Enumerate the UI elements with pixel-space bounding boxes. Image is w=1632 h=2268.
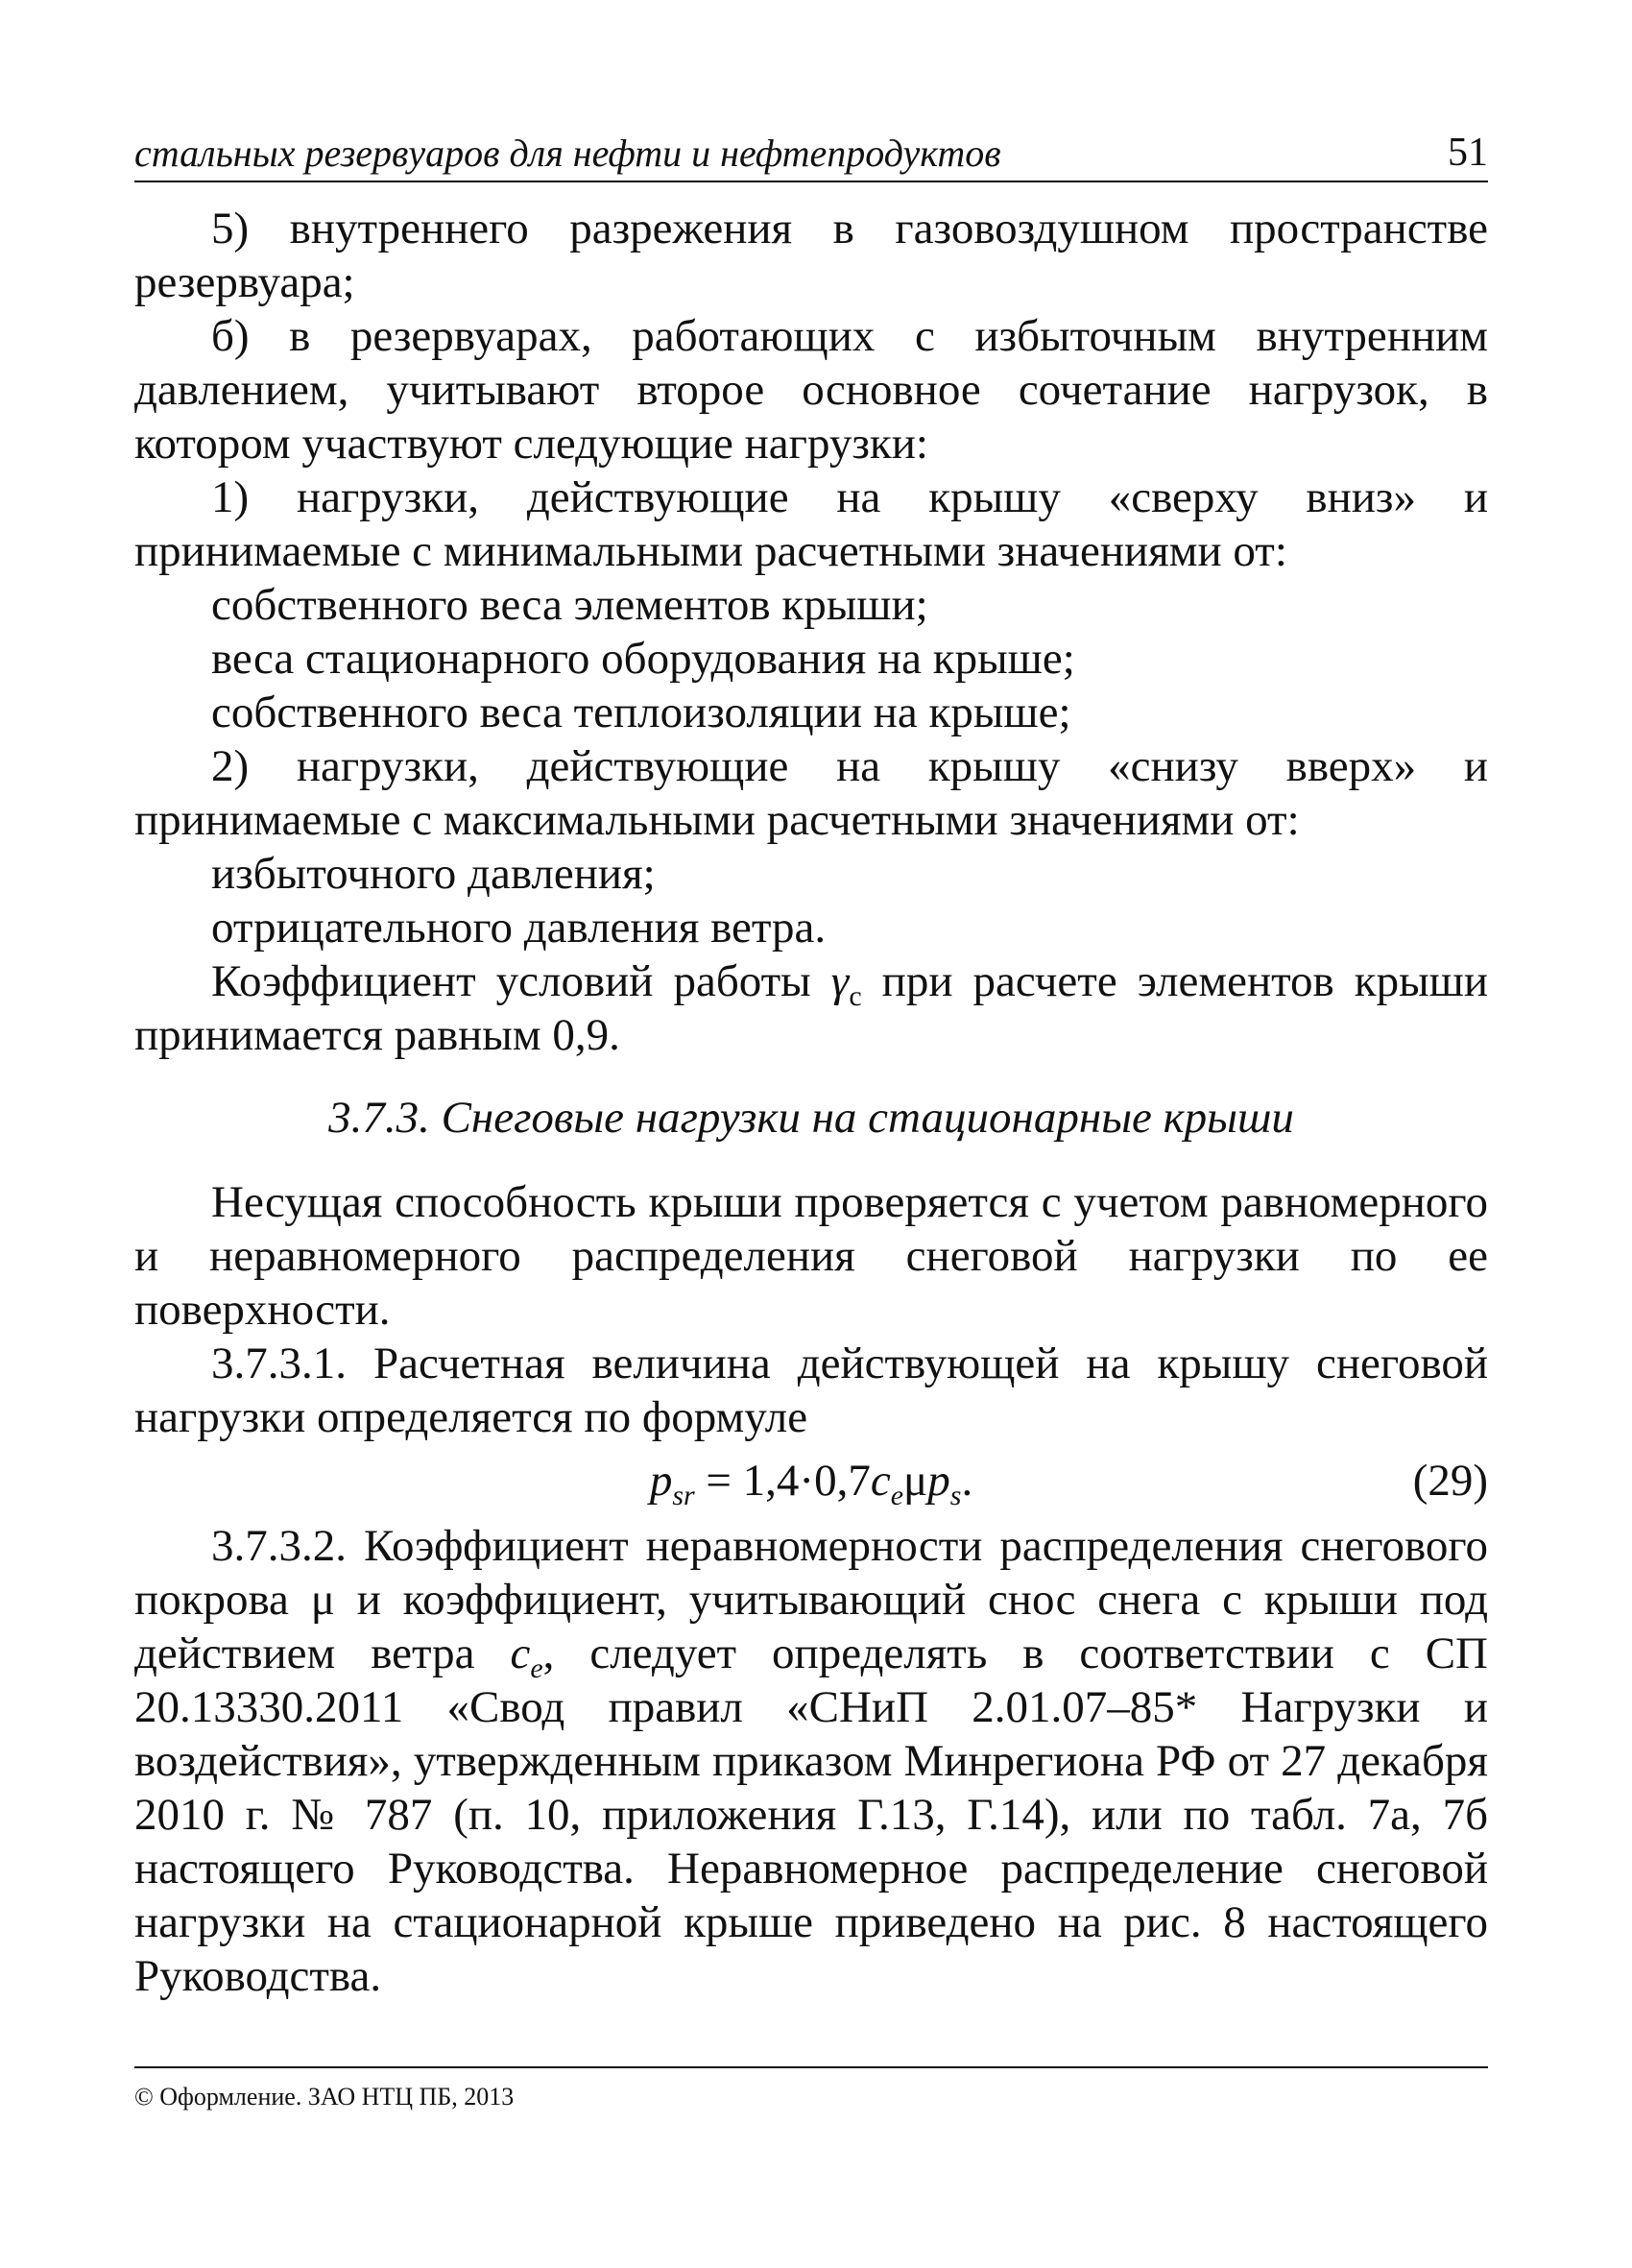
list-item: собственного веса элементов крыши;	[211, 580, 928, 630]
list-item: собственного веса теплоизоляции на крыше;	[211, 688, 1071, 737]
formula-p-subscript: sr	[672, 1480, 695, 1511]
paragraph-bearing-capacity: Несущая способность крыши проверяется с учетом равномерного и неравномерного распределения снеговой нагрузки по ее поверхности.	[134, 1177, 1488, 1335]
gamma-symbol: γ	[830, 956, 850, 1006]
paragraph-item-5: 5) внутреннего разрежения в газовоздушном пространстве резервуара;	[134, 204, 1488, 307]
ce-subscript: e	[530, 1653, 543, 1684]
list-item: избыточного давления;	[211, 849, 656, 899]
section-heading: 3.7.3. Снеговые нагрузки на стационарные крыши	[328, 1093, 1294, 1143]
copyright-notice: © Оформление. ЗАО НТЦ ПБ, 2013	[134, 2083, 515, 2111]
text-run: 3.7.3.2. Коэффициент неравномерности распределения снегового покрова μ и коэффициент, учитывающий снос снега с крыши под действием ветра	[134, 1521, 1488, 1678]
running-header	[134, 127, 1488, 182]
page-body	[134, 202, 1488, 2003]
paragraph-load-down: 1) нагрузки, действующие на крышу «сверху вниз» и принимаемые с минимальными расчетными значениями от:	[134, 472, 1488, 576]
text-run: Коэффициент условий работы	[211, 956, 831, 1006]
formula-c: c	[870, 1456, 891, 1506]
running-header-title: стальных резервуаров для нефти и нефтепродуктов	[134, 132, 1001, 175]
formula-number: (29)	[1412, 1456, 1488, 1506]
paragraph-3-7-3-2	[134, 1519, 1488, 2003]
page-number: 51	[1448, 131, 1488, 175]
ce-symbol: c	[510, 1629, 531, 1678]
paragraph-item-b: б) в резервуарах, работающих с избыточным внутренним давлением, учитывают второе основное сочетание нагрузок, в котором участвуют следующие нагрузки:	[134, 311, 1488, 469]
paragraph-load-up: 2) нагрузки, действующие на крышу «снизу вверх» и принимаемые с максимальными расчетными значениями от:	[134, 741, 1488, 845]
formula-p-snow: p	[927, 1456, 950, 1506]
paragraph-work-coefficient	[134, 954, 1488, 1062]
formula-c-subscript: e	[890, 1480, 904, 1511]
gamma-subscript: c	[849, 980, 862, 1012]
paragraph-3-7-3-1: 3.7.3.1. Расчетная величина действующей на крышу снеговой нагрузки определяется по формуле	[134, 1339, 1488, 1442]
text-run: , следует определять в соответствии с СП 20.13330.2011 «Свод правил «СНиП 2.01.07–85* Нагрузки и воздействия», утвержденным приказом Минрегиона РФ от 27 декабря 2010 г. № 787 (п. 10, приложения Г.13, Г.14), или по табл. 7а, 7б настоящего Руководства. Неравномерное распределение снеговой нагрузки на стационарной крыше приведено на рис. 8 настоящего Руководства.	[134, 1629, 1488, 2001]
list-item: веса стационарного оборудования на крыше;	[211, 634, 1075, 684]
formula-mu: μ	[903, 1456, 928, 1506]
formula-p-snow-subscript: s	[949, 1480, 962, 1511]
text-run: при расчете элементов крыши принимается равным 0,9.	[134, 956, 1488, 1060]
list-item: отрицательного давления ветра.	[211, 903, 827, 953]
page-footer	[134, 2066, 1488, 2112]
formula-expression	[134, 1454, 1488, 1511]
formula-coefficients: = 1,4·0,7	[694, 1456, 871, 1506]
formula-end: .	[961, 1456, 973, 1506]
formula-p: p	[649, 1456, 673, 1506]
formula-29	[134, 1454, 1488, 1517]
